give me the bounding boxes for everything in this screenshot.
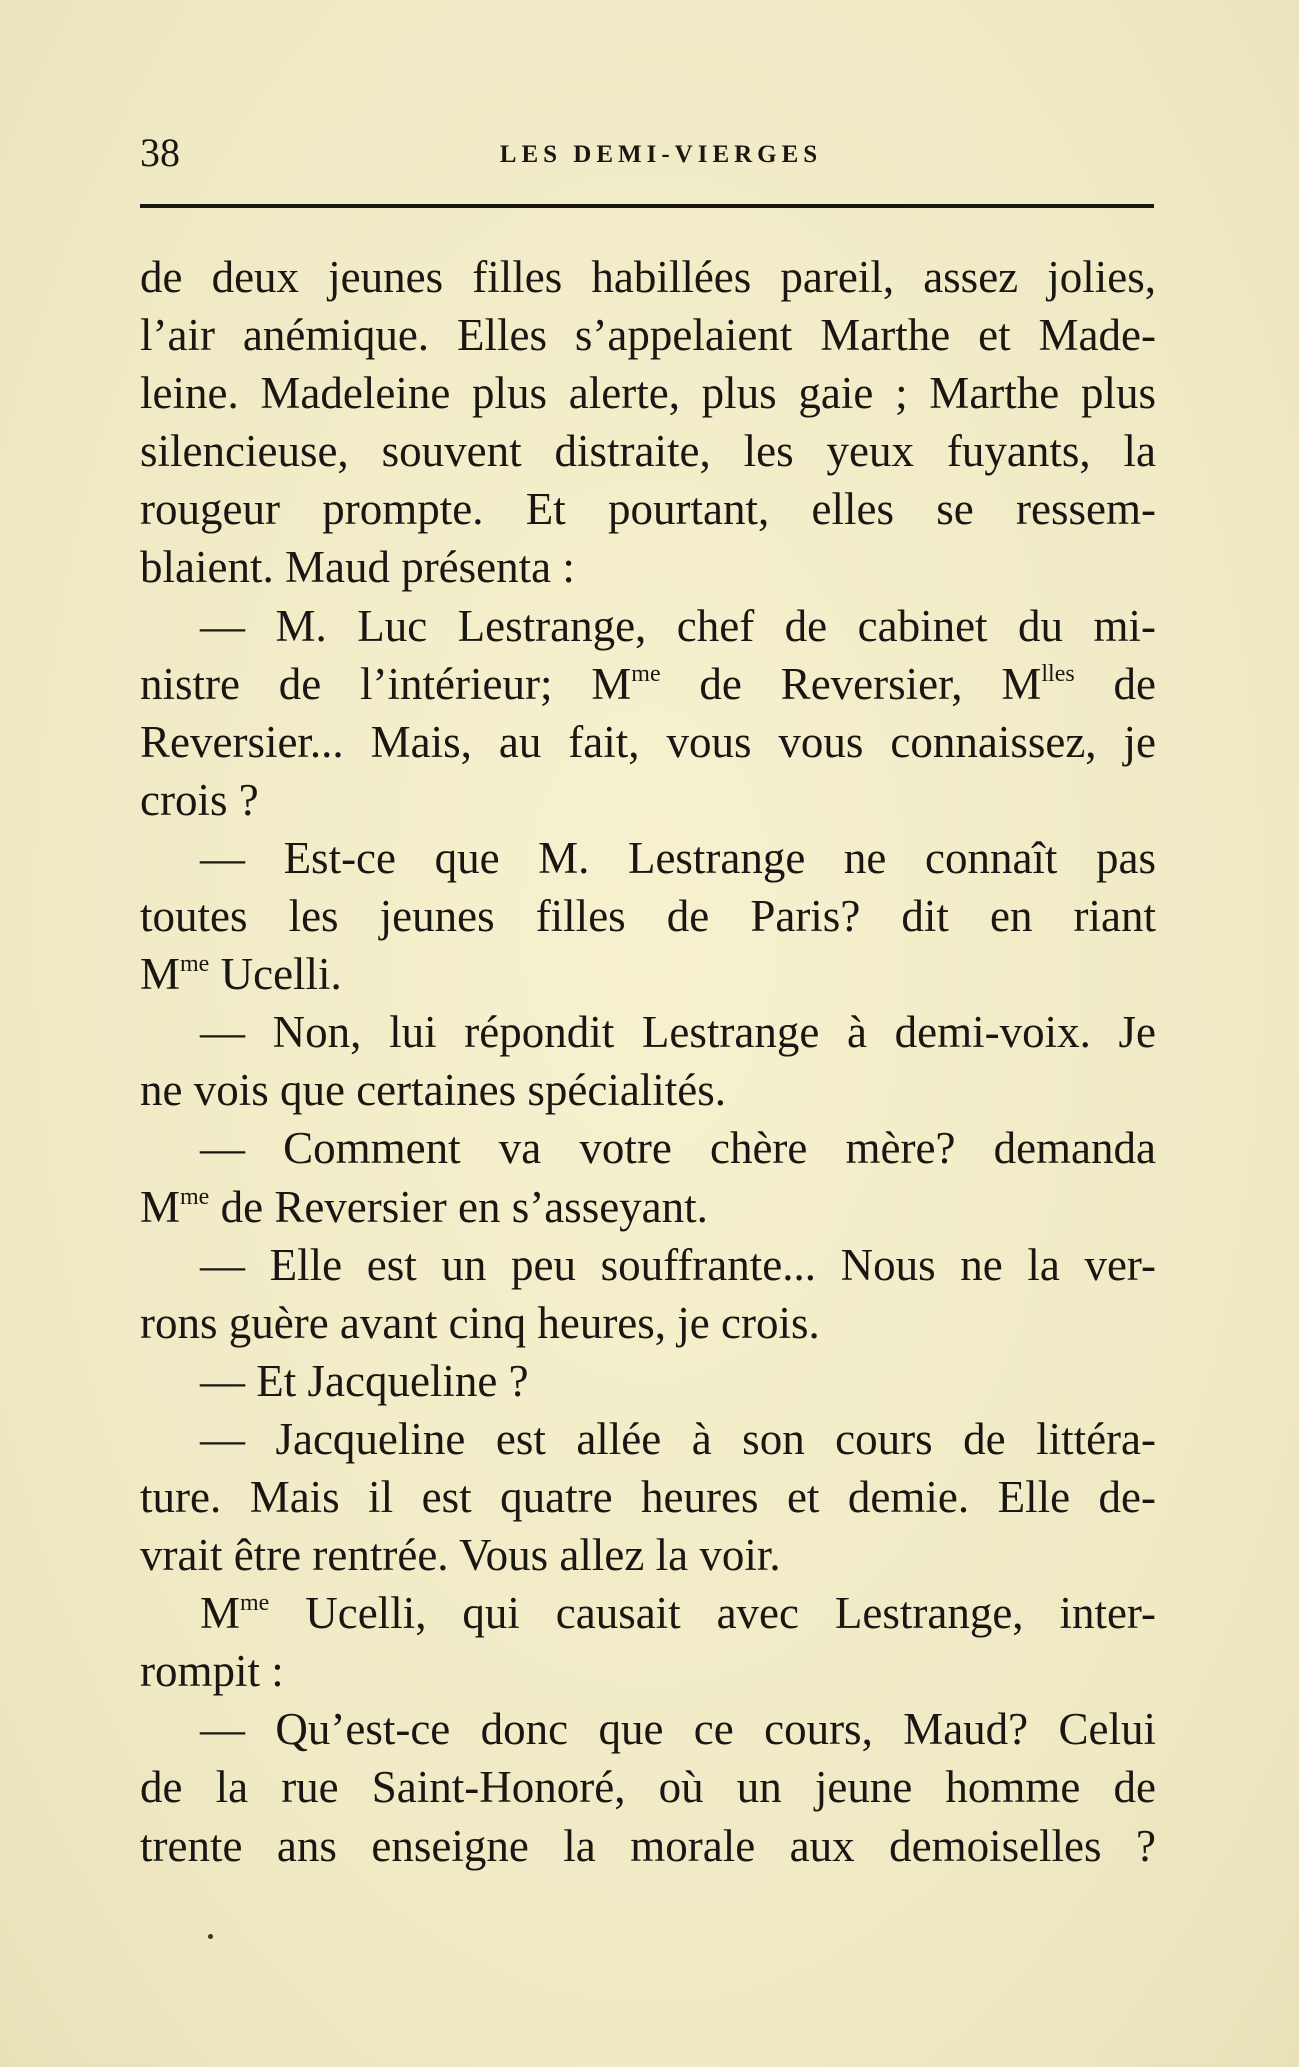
- text-line: — Non, lui répondit Lestrange à demi-voix. Je: [200, 1007, 1156, 1058]
- text-line: toutes les jeunes filles de Paris? dit en riant: [140, 891, 1156, 942]
- text-line: [140, 945, 1156, 1003]
- text-line: Reversier... Mais, au fait, vous vous connaissez, je: [140, 716, 1156, 767]
- text-line: — Et Jacqueline ?: [200, 1355, 529, 1406]
- text-line: rons guère avant cinq heures, je crois.: [140, 1297, 820, 1348]
- text-line: vrait être rentrée. Vous allez la voir.: [140, 1530, 781, 1581]
- text-line: leine. Madeleine plus alerte, plus gaie ; Marthe plus: [140, 368, 1156, 419]
- text-segment: de Reversier, M: [660, 658, 1042, 709]
- text-segment: de: [1074, 658, 1156, 709]
- page-header: [140, 128, 1152, 178]
- text-line: — M. Luc Lestrange, chef de cabinet du mi-: [200, 600, 1156, 651]
- text-line: — Comment va votre chère mère? demanda: [200, 1123, 1156, 1174]
- text-line: [140, 1584, 1156, 1642]
- text-segment: de Reversier en s’asseyant.: [209, 1181, 708, 1232]
- page-number: 38: [140, 130, 180, 175]
- header-rule: [140, 204, 1154, 208]
- text-line: blaient. Maud présenta :: [140, 542, 575, 593]
- ink-speck: [208, 1934, 213, 1939]
- text-line: ne vois que certaines spécialités.: [140, 1065, 727, 1116]
- abbreviation-superscript: me: [180, 951, 210, 978]
- text-line: crois ?: [140, 774, 259, 825]
- text-line: — Elle est un peu souffrante... Nous ne la ver-: [200, 1239, 1156, 1290]
- text-segment: M: [200, 1588, 241, 1639]
- text-segment: Ucelli, qui causait avec Lestrange, inter-: [269, 1588, 1156, 1639]
- running-title: LES DEMI-VIERGES: [499, 141, 823, 168]
- text-line: [140, 655, 1156, 713]
- text-line: — Jacqueline est allée à son cours de littéra-: [200, 1413, 1156, 1464]
- abbreviation-superscript: me: [180, 1183, 210, 1210]
- text-line: rompit :: [140, 1646, 284, 1697]
- text-line: [140, 1178, 1156, 1236]
- text-segment: M: [140, 949, 181, 1000]
- text-line: — Est-ce que M. Lestrange ne connaît pas: [200, 832, 1156, 883]
- text-line: — Qu’est-ce donc que ce cours, Maud? Celui: [200, 1704, 1156, 1755]
- abbreviation-superscript: lles: [1041, 660, 1075, 687]
- text-line: ture. Mais il est quatre heures et demie. Elle de-: [140, 1471, 1156, 1522]
- abbreviation-superscript: me: [631, 660, 661, 687]
- text-line: trente ans enseigne la morale aux demoiselles ?: [140, 1820, 1156, 1871]
- body-text: [140, 248, 1156, 1875]
- text-line: rougeur prompte. Et pourtant, elles se ressem-: [140, 484, 1156, 535]
- text-segment: M: [140, 1181, 181, 1232]
- text-line: de la rue Saint-Honoré, où un jeune homme de: [140, 1762, 1156, 1813]
- text-line: silencieuse, souvent distraite, les yeux fuyants, la: [140, 426, 1156, 477]
- text-segment: Ucelli.: [209, 949, 342, 1000]
- text-line: l’air anémique. Elles s’appelaient Marthe et Made-: [140, 310, 1156, 361]
- text-line: de deux jeunes filles habillées pareil, assez jolies,: [140, 252, 1156, 302]
- abbreviation-superscript: me: [240, 1590, 270, 1617]
- text-segment: nistre de l’intérieur; M: [140, 658, 632, 709]
